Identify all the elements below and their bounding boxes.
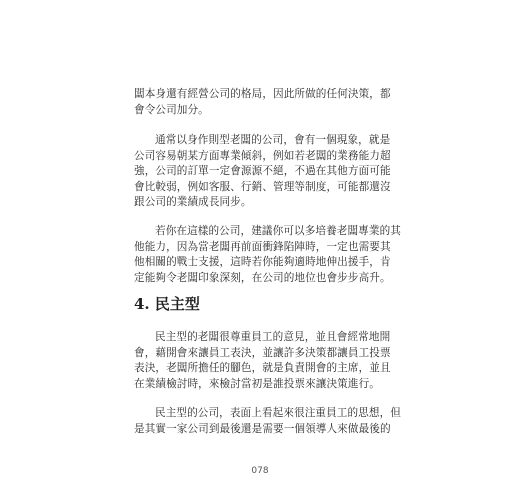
paragraph-democratic-boss xyxy=(134,330,391,392)
page-number: 078 xyxy=(251,466,269,476)
paragraph-leader-type xyxy=(134,133,391,211)
text-line: 公司容易朝某方面專業傾斜，例如若老闆的業務能力超 xyxy=(134,149,391,162)
text-line: 在業績檢討時，來檢討當初是誰投票來讓決策進行。 xyxy=(134,377,380,390)
text-line: 民主型的公司，表面上看起來很注重員工的思想，但 xyxy=(155,407,401,419)
text-line: 跟公司的業績成長同步。 xyxy=(134,196,252,208)
text-line: 會，藉開會來讓員工表決，並讓許多決策都讓員工投票 xyxy=(134,346,391,359)
text-line: 若你在這樣的公司，建議你可以多培養老闆專業的其 xyxy=(155,225,401,237)
text-line: 他能力，因為當老闆再前面衝鋒陷陣時，一定也需要其 xyxy=(134,240,391,253)
text-line: 通常以身作則型老闆的公司，會有一個現象，就是 xyxy=(155,134,391,146)
text-line: 是其實一家公司到最後還是需要一個領導人來做最後的 xyxy=(134,422,391,435)
text-line: 強，公司的訂單一定會源源不絕，不過在其他方面可能 xyxy=(134,165,391,177)
paragraph-continuation xyxy=(134,87,391,118)
section-heading: 4. 民主型 xyxy=(134,295,200,313)
text-line: 會比較弱，例如客服、行銷、管理等制度，可能都還沒 xyxy=(134,180,391,193)
text-line: 民主型的老闆很尊重員工的意見，並且會經常地開 xyxy=(155,331,391,343)
text-line: 定能夠令老闆印象深刻，在公司的地位也會步步高升。 xyxy=(134,271,391,284)
text-line: 會令公司加分。 xyxy=(134,103,209,116)
text-line: 表決，老闆所擔任的腳色，就是負責開會的主席，並且 xyxy=(134,362,391,374)
text-line: 闆本身還有經營公司的格局，因此所做的任何決策，都 xyxy=(134,88,391,100)
text-line: 他相關的戰士支援，這時若你能夠適時地伸出援手，肯 xyxy=(134,256,391,268)
paragraph-advice xyxy=(134,224,401,286)
paragraph-democratic-company xyxy=(134,406,401,437)
